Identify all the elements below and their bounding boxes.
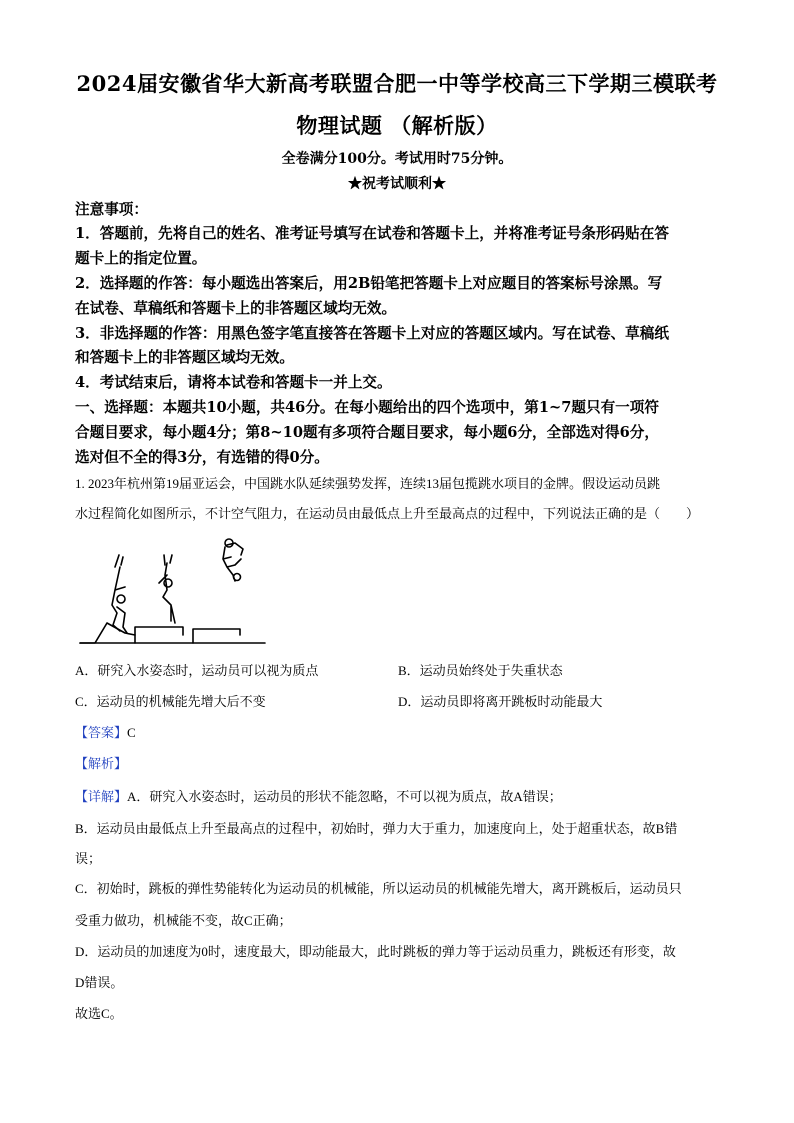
question-stem: 水过程简化如图所示，不计空气阻力，在运动员由最低点上升至最高点的过程中，下列说法正确的是（ ） [75,506,700,521]
detail-text: A．研究入水姿态时，运动员的形状不能忽略，不可以视为质点，故A错误； [127,789,562,804]
option-d: D．运动员即将离开跳板时动能最大 [398,694,603,709]
board-step-1 [135,627,183,643]
detail-line: C．初始时，跳板的弹性势能转化为运动员的机械能，所以运动员的机械能先增大，离开跳板后，运动员只 [75,881,682,896]
notice-line: 在试卷、草稿纸和答题卡上的非答题区域均无效。 [75,300,397,317]
notice-line: 和答题卡上的非答题区域均无效。 [75,349,294,366]
notice-line: 1．答题前，先将自己的姓名、准考证号填写在试卷和答题卡上，并将准考证号条形码贴在答 [75,225,669,242]
notice-line: 4．考试结束后，请将本试卷和答题卡一并上交。 [75,374,392,391]
question-stem: 1. 2023年杭州第19届亚运会，中国跳水队延续强势发挥，连续13届包揽跳水项目的金牌。假设运动员跳 [75,476,661,491]
detail-line: D错误。 [75,975,124,990]
notice-heading: 注意事项： [75,201,148,218]
notice-line: 2．选择题的作答：每小题选出答案后，用2B铅笔把答题卡上对应题目的答案标号涂黑。写 [75,275,663,292]
diver-1 [112,555,127,633]
section-intro: 合题目要求，每小题4分；第8~10题有多项符合题目要求，每小题6分，全部选对得6分， [75,424,659,441]
diver-figure [75,535,275,650]
notice-line: 题卡上的指定位置。 [75,250,207,267]
option-a: A．研究入水姿态时，运动员可以视为质点 [75,663,319,678]
section-intro: 一、选择题：本题共10小题，共46分。在每小题给出的四个选项中，第1~7题只有一项符 [75,399,659,416]
answer-value: C [127,725,136,740]
detail-line: B．运动员由最低点上升至最高点的过程中，初始时，弹力大于重力，加速度向上，处于超重状态，故B错 [75,821,678,836]
answer-line [75,722,136,741]
analysis-tag: 【解析】 [75,756,128,771]
detail-line [75,786,562,805]
good-luck-note: ★祝考试顺利★ [348,176,446,192]
page-subtitle: 物理试题 （解析版） [296,113,498,138]
section-intro: 选对但不全的得3分，有选错的得0分。 [75,449,329,466]
full-score-note: 全卷满分100分。考试用时75分钟。 [281,151,513,167]
board-step-2 [193,629,240,643]
diver-2 [159,555,175,623]
option-c: C．运动员的机械能先增大后不变 [75,694,266,709]
detail-line: 故选C。 [75,1006,123,1021]
answer-tag: 【答案】 [75,725,128,740]
page-title: 2024届安徽省华大新高考联盟合肥一中等学校高三下学期三模联考 [76,71,718,96]
detail-tag: 【详解】 [75,789,128,804]
detail-line: 受重力做功，机械能不变，故C正确； [75,913,292,928]
notice-line: 3．非选择题的作答：用黑色签字笔直接答在答题卡上对应的答题区域内。写在试卷、草稿纸 [75,325,669,342]
detail-line: 误； [75,851,102,866]
option-b: B．运动员始终处于失重状态 [398,663,563,678]
detail-line: D．运动员的加速度为0时，速度最大，即动能最大，此时跳板的弹力等于运动员重力，跳板还有形变，故 [75,944,676,959]
